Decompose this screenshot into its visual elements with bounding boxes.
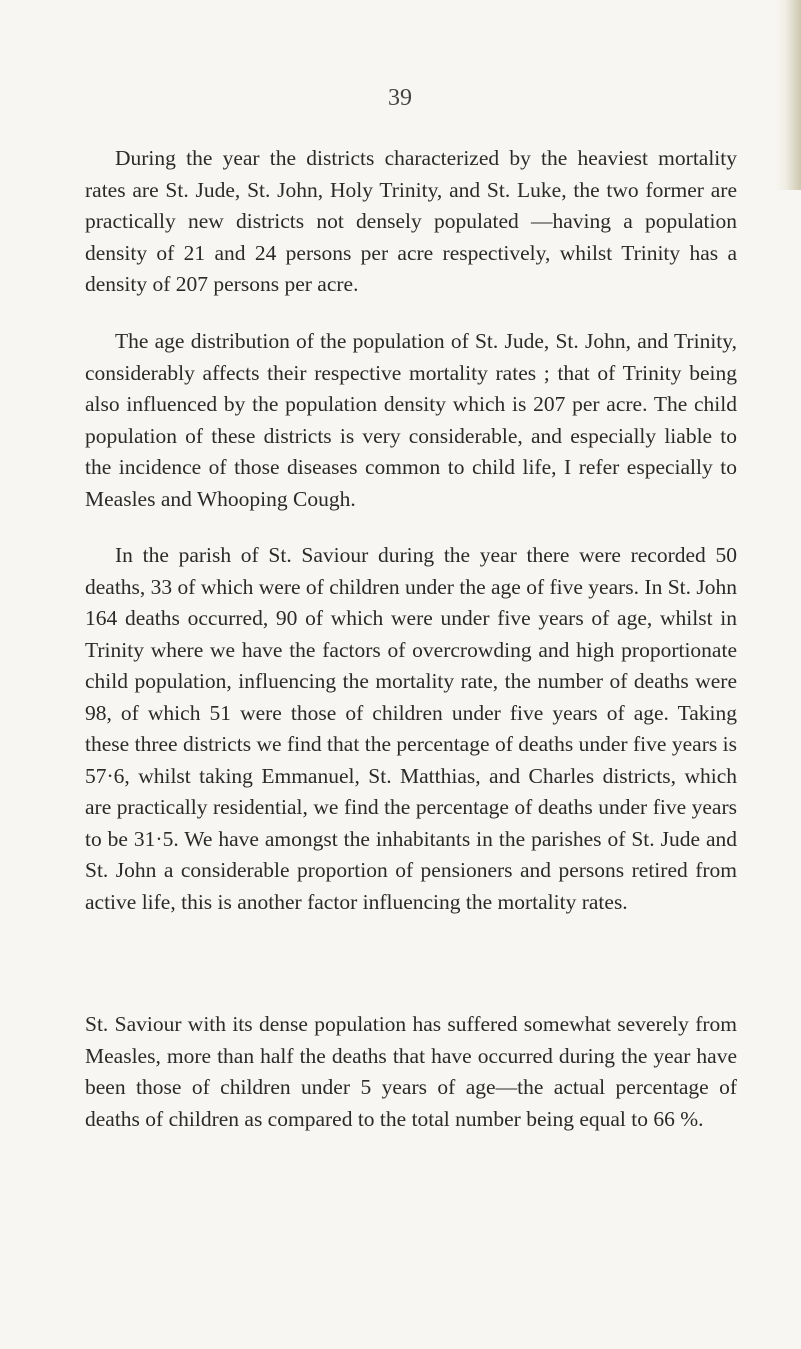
page-number: 39 bbox=[388, 85, 412, 111]
paragraph-parish-deaths: In the parish of St. Saviour during the year there were recorded 50 deaths, 33 of which were of children under the age of five years. In St. John 164 deaths occurred, 90 of which were under five years of age, whilst in Trinity where we have the factors of overcrowding and high proportionate child population, influencing the mortality rate, the number of deaths were 98, of which 51 were those of children under five years of age. Taking these three districts we find that the percentage of deaths under five years is 57·6, whilst taking Emmanuel, St. Matthias, and Charles districts, which are practically residential, we find the percentage of deaths under five years to be 31·5. We have amongst the inhabitants in the parishes of St. Jude and St. John a considerable proportion of pensioners and persons retired from active life, this is another factor influencing the mortality rates. bbox=[85, 543, 737, 914]
paragraph-age-distribution: The age distribution of the population of St. Jude, St. John, and Trinity, considerably affects their respective mortality rates ; that of Trinity being also influenced by the population density which is 207 per acre. The child population of these districts is very considerable, and especially liable to the incidence of those diseases common to child life, I refer especially to Measles and Whooping Cough. bbox=[85, 329, 737, 511]
paragraph-st-saviour-measles: St. Saviour with its dense population has suffered somewhat severely from Measles, more than half the deaths that have occurred during the year have been those of children under 5 years of age—the actual percentage of deaths of children as compared to the total number being equal to 66 %. bbox=[85, 1012, 737, 1131]
page-edge-shadow bbox=[775, 0, 801, 190]
paragraph-mortality-districts: During the year the districts characterized by the heaviest mortality rates are St. Jude, St. John, Holy Trinity, and St. Luke, the two former are practically new districts not densely populated —having a population density of 21 and 24 persons per acre respectively, whilst Trinity has a density of 207 persons per acre. bbox=[85, 146, 737, 296]
